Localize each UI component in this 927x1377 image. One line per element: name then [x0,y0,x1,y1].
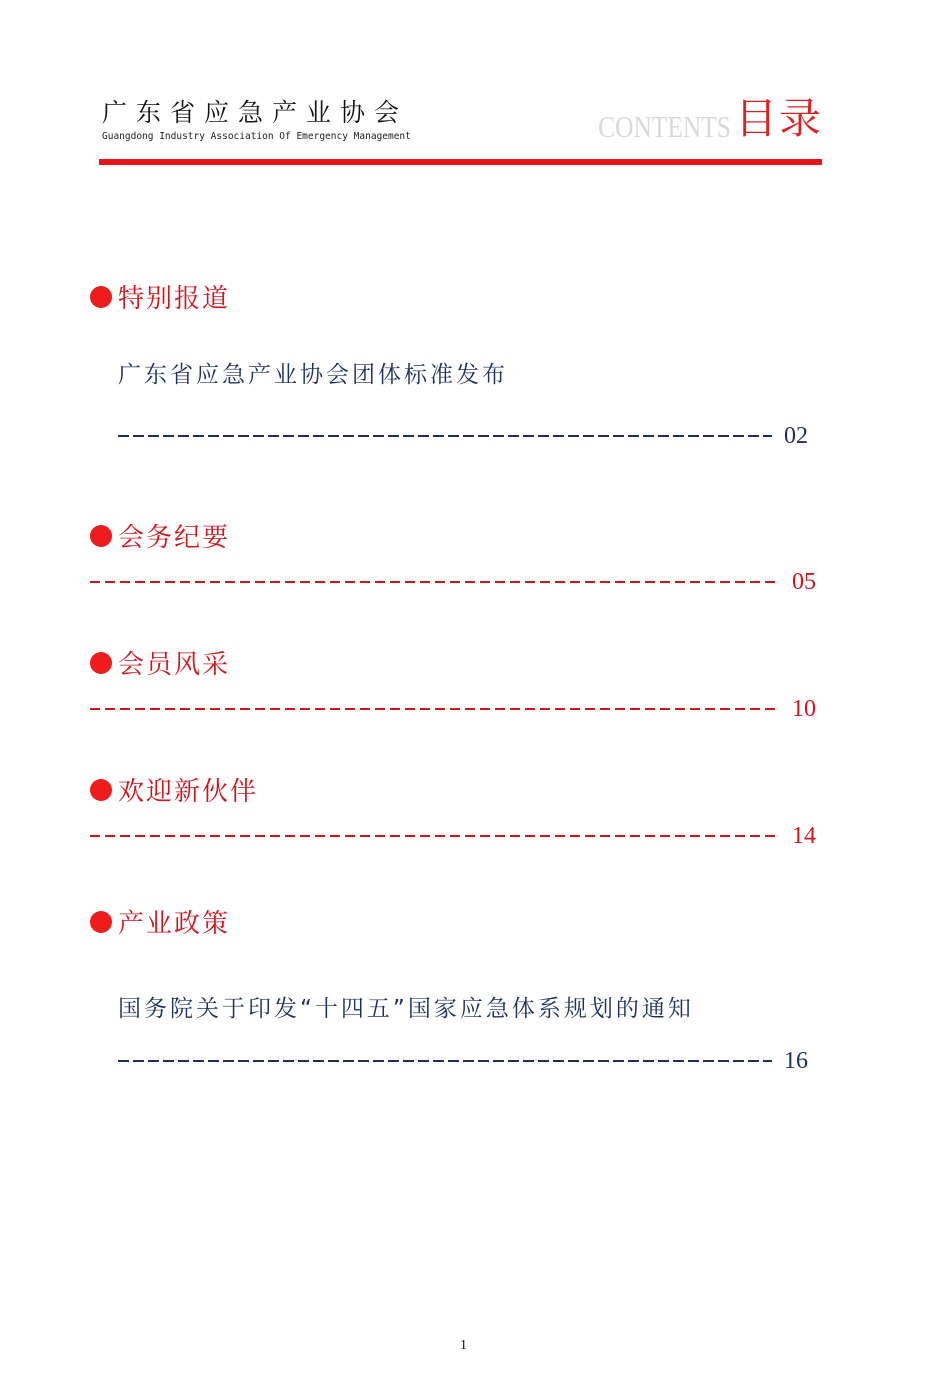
toc-section-member-showcase[interactable] [90,644,230,681]
red-dot-icon [90,779,112,801]
page-ref: 16 [784,1048,808,1074]
page-ref: 05 [792,569,816,595]
toc-section-new-partners[interactable] [90,771,258,808]
page-ref: 10 [792,696,816,722]
section-title: 会务纪要 [118,523,231,553]
dash-leader [90,708,780,710]
mulu-label: 目录 [734,94,823,143]
header-divider [99,159,822,165]
dash-leader [90,581,780,583]
dash-leader [118,435,772,437]
page-number: 1 [460,1338,467,1353]
page-ref: 14 [792,823,816,849]
dash-leader [90,835,780,837]
org-name-chinese: 广东省应急产业协会 [102,98,409,127]
org-name-english: Guangdong Industry Association Of Emergency Management [102,131,411,142]
toc-section-meeting-minutes[interactable] [90,517,230,554]
section-title: 产业政策 [118,909,231,939]
section-title: 欢迎新伙伴 [118,777,259,807]
red-dot-icon [90,525,112,547]
section-title: 特别报道 [118,284,231,314]
toc-section-special-report[interactable] [90,278,230,315]
section-title: 会员风采 [118,650,231,680]
toc-entry-standard-release[interactable]: 广东省应急产业协会团体标准发布 [118,362,508,388]
contents-label: CONTENTS [598,109,731,144]
toc-entry-emergency-plan-notice[interactable]: 国务院关于印发“十四五”国家应急体系规划的通知 [118,996,694,1022]
page-ref: 02 [784,423,808,449]
dash-leader [118,1060,772,1062]
red-dot-icon [90,911,112,933]
org-header [102,98,432,142]
red-dot-icon [90,286,112,308]
toc-section-industry-policy[interactable] [90,903,230,940]
red-dot-icon [90,652,112,674]
contents-heading [569,94,823,144]
